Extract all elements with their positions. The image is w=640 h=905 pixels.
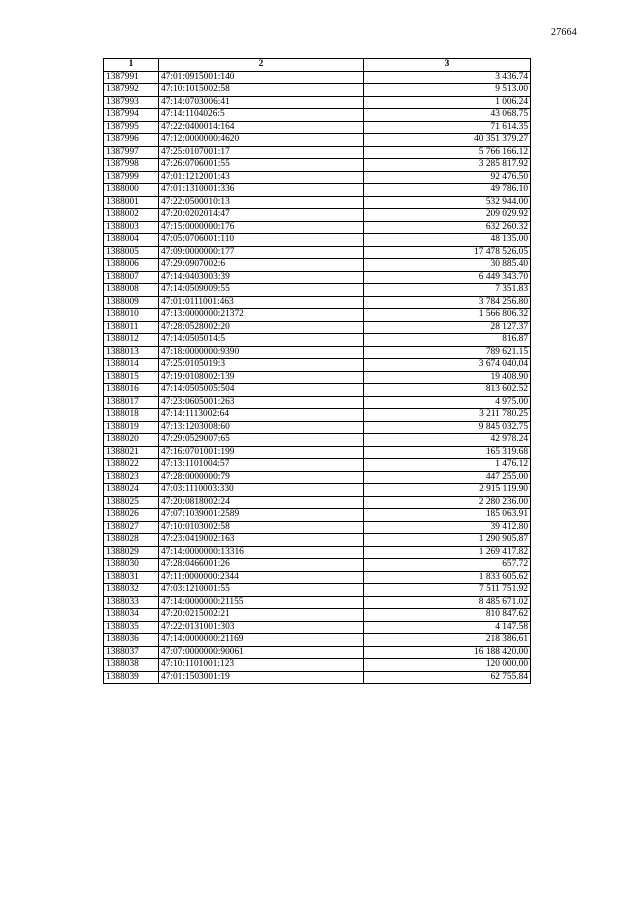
value-cell: 16 188 420.00 (364, 646, 531, 659)
cadastral-number-cell: 47:13:0000000:21372 (159, 309, 364, 322)
cadastral-number-cell: 47:23:0605001:263 (159, 396, 364, 409)
cadastral-number-cell: 47:13:1203008:60 (159, 421, 364, 434)
value-cell: 9 845 032.75 (364, 421, 531, 434)
row-number-cell: 1388004 (104, 234, 159, 247)
value-cell: 40 351 379.27 (364, 134, 531, 147)
table-row (104, 609, 531, 622)
row-number-cell: 1388003 (104, 221, 159, 234)
cadastral-number-cell: 47:01:0915001:140 (159, 71, 364, 84)
table-row (104, 534, 531, 547)
table-row (104, 184, 531, 197)
table-row (104, 121, 531, 134)
cadastral-number-cell: 47:25:0107001:17 (159, 146, 364, 159)
table-row (104, 209, 531, 222)
table-row (104, 409, 531, 422)
cadastral-number-cell: 47:14:0000000:21169 (159, 634, 364, 647)
cadastral-number-cell: 47:18:0000000:9390 (159, 346, 364, 359)
cadastral-number-cell: 47:10:1101001:123 (159, 659, 364, 672)
value-cell: 42 978.24 (364, 434, 531, 447)
table-row (104, 396, 531, 409)
table-row (104, 546, 531, 559)
table-row (104, 146, 531, 159)
row-number-cell: 1387997 (104, 146, 159, 159)
table-row (104, 246, 531, 259)
table-header-row (104, 59, 531, 72)
row-number-cell: 1387996 (104, 134, 159, 147)
table-row (104, 496, 531, 509)
table-row (104, 159, 531, 172)
row-number-cell: 1388014 (104, 359, 159, 372)
value-cell: 4 147.58 (364, 621, 531, 634)
cadastral-number-cell: 47:14:1113002:64 (159, 409, 364, 422)
value-cell: 2 915 119.90 (364, 484, 531, 497)
row-number-cell: 1388015 (104, 371, 159, 384)
value-cell: 1 476.12 (364, 459, 531, 472)
cadastral-number-cell: 47:20:0215002:21 (159, 609, 364, 622)
table-row (104, 384, 531, 397)
value-cell: 447 255.00 (364, 471, 531, 484)
cadastral-number-cell: 47:03:1210001:55 (159, 584, 364, 597)
value-cell: 4 975.00 (364, 396, 531, 409)
table-row (104, 321, 531, 334)
cadastral-number-cell: 47:14:0000000:13316 (159, 546, 364, 559)
cadastral-number-cell: 47:14:0403003:39 (159, 271, 364, 284)
table-row (104, 296, 531, 309)
row-number-cell: 1388033 (104, 596, 159, 609)
value-cell: 209 029.92 (364, 209, 531, 222)
value-cell: 7 351.83 (364, 284, 531, 297)
cadastral-number-cell: 47:20:0202014:47 (159, 209, 364, 222)
table-row (104, 571, 531, 584)
row-number-cell: 1388010 (104, 309, 159, 322)
cadastral-number-cell: 47:09:0000000:177 (159, 246, 364, 259)
cadastral-number-cell: 47:22:0131001:303 (159, 621, 364, 634)
row-number-cell: 1387998 (104, 159, 159, 172)
cadastral-number-cell: 47:10:0103002:58 (159, 521, 364, 534)
table-row (104, 596, 531, 609)
row-number-cell: 1388024 (104, 484, 159, 497)
table-row (104, 221, 531, 234)
row-number-cell: 1387999 (104, 171, 159, 184)
table-row (104, 434, 531, 447)
table-row (104, 334, 531, 347)
row-number-cell: 1388000 (104, 184, 159, 197)
row-number-cell: 1388012 (104, 334, 159, 347)
cadastral-number-cell: 47:16:0701001:199 (159, 446, 364, 459)
table-row (104, 459, 531, 472)
cadastral-number-cell: 47:22:0400014:164 (159, 121, 364, 134)
cadastral-number-cell: 47:03:1110003:330 (159, 484, 364, 497)
value-cell: 165 319.68 (364, 446, 531, 459)
row-number-cell: 1388019 (104, 421, 159, 434)
table-row (104, 446, 531, 459)
value-cell: 1 006.24 (364, 96, 531, 109)
value-cell: 39 412.80 (364, 521, 531, 534)
row-number-cell: 1388009 (104, 296, 159, 309)
row-number-cell: 1388011 (104, 321, 159, 334)
row-number-cell: 1388027 (104, 521, 159, 534)
row-number-cell: 1387994 (104, 109, 159, 122)
row-number-cell: 1388001 (104, 196, 159, 209)
row-number-cell: 1388008 (104, 284, 159, 297)
table-row (104, 196, 531, 209)
cadastral-number-cell: 47:23:0419002:163 (159, 534, 364, 547)
cadastral-number-cell: 47:26:0706001:55 (159, 159, 364, 172)
row-number-cell: 1388025 (104, 496, 159, 509)
cadastral-number-cell: 47:07:1039001:2589 (159, 509, 364, 522)
value-cell: 657.72 (364, 559, 531, 572)
table-row (104, 346, 531, 359)
value-cell: 1 566 806.32 (364, 309, 531, 322)
table-row (104, 171, 531, 184)
value-cell: 1 269 417.82 (364, 546, 531, 559)
row-number-cell: 1388005 (104, 246, 159, 259)
value-cell: 7 511 751.92 (364, 584, 531, 597)
value-cell: 8 485 671.02 (364, 596, 531, 609)
table-row (104, 634, 531, 647)
value-cell: 810 847.62 (364, 609, 531, 622)
value-cell: 2 280 236.00 (364, 496, 531, 509)
column-header-3: 3 (364, 59, 531, 72)
value-cell: 48 135.00 (364, 234, 531, 247)
cadastral-number-cell: 47:15:0000000:176 (159, 221, 364, 234)
cadastral-number-cell: 47:14:0000000:21155 (159, 596, 364, 609)
value-cell: 30 885.40 (364, 259, 531, 272)
row-number-cell: 1388002 (104, 209, 159, 222)
table-row (104, 71, 531, 84)
value-cell: 1 290 905.87 (364, 534, 531, 547)
value-cell: 218 386.61 (364, 634, 531, 647)
cadastral-number-cell: 47:05:0706001:110 (159, 234, 364, 247)
table-row (104, 584, 531, 597)
row-number-cell: 1388035 (104, 621, 159, 634)
row-number-cell: 1388034 (104, 609, 159, 622)
row-number-cell: 1388031 (104, 571, 159, 584)
value-cell: 3 436.74 (364, 71, 531, 84)
value-cell: 62 755.84 (364, 671, 531, 684)
table-row (104, 271, 531, 284)
cadastral-number-cell: 47:14:0505005:504 (159, 384, 364, 397)
value-cell: 28 127.37 (364, 321, 531, 334)
value-cell: 19 408.90 (364, 371, 531, 384)
row-number-cell: 1388018 (104, 409, 159, 422)
value-cell: 49 786.10 (364, 184, 531, 197)
value-cell: 92 476.50 (364, 171, 531, 184)
table-row (104, 134, 531, 147)
row-number-cell: 1388039 (104, 671, 159, 684)
value-cell: 71 614.35 (364, 121, 531, 134)
cadastral-number-cell: 47:28:0466001:26 (159, 559, 364, 572)
value-cell: 789 621.15 (364, 346, 531, 359)
cadastral-number-cell: 47:01:0111001:463 (159, 296, 364, 309)
value-cell: 3 784 256.80 (364, 296, 531, 309)
cadastral-number-cell: 47:10:1015002:58 (159, 84, 364, 97)
cadastral-number-cell: 47:19:0108002:139 (159, 371, 364, 384)
table-row (104, 109, 531, 122)
table-row (104, 509, 531, 522)
cadastral-number-cell: 47:01:1212001:43 (159, 171, 364, 184)
table-row (104, 96, 531, 109)
cadastral-number-cell: 47:29:0529007:65 (159, 434, 364, 447)
value-cell: 5 766 166.12 (364, 146, 531, 159)
value-cell: 1 833 605.62 (364, 571, 531, 584)
row-number-cell: 1387995 (104, 121, 159, 134)
column-header-1: 1 (104, 59, 159, 72)
value-cell: 17 478 526.05 (364, 246, 531, 259)
table-body (104, 71, 531, 684)
cadastral-number-cell: 47:22:0500010:13 (159, 196, 364, 209)
table-row (104, 671, 531, 684)
row-number-cell: 1388013 (104, 346, 159, 359)
row-number-cell: 1388006 (104, 259, 159, 272)
cadastral-number-cell: 47:14:0505014:5 (159, 334, 364, 347)
value-cell: 3 211 780.25 (364, 409, 531, 422)
row-number-cell: 1388030 (104, 559, 159, 572)
row-number-cell: 1388032 (104, 584, 159, 597)
cadastral-number-cell: 47:14:0703006:41 (159, 96, 364, 109)
cadastral-number-cell: 47:01:1503001:19 (159, 671, 364, 684)
row-number-cell: 1388020 (104, 434, 159, 447)
row-number-cell: 1388037 (104, 646, 159, 659)
table-row (104, 559, 531, 572)
cadastral-number-cell: 47:14:1104026:5 (159, 109, 364, 122)
row-number-cell: 1387992 (104, 84, 159, 97)
table-row (104, 471, 531, 484)
row-number-cell: 1388028 (104, 534, 159, 547)
value-cell: 43 068.75 (364, 109, 531, 122)
table-row (104, 484, 531, 497)
table-row (104, 646, 531, 659)
cadastral-number-cell: 47:29:0907002:6 (159, 259, 364, 272)
row-number-cell: 1388038 (104, 659, 159, 672)
row-number-cell: 1388021 (104, 446, 159, 459)
row-number-cell: 1387991 (104, 71, 159, 84)
row-number-cell: 1388017 (104, 396, 159, 409)
value-cell: 3 674 040.04 (364, 359, 531, 372)
cadastral-number-cell: 47:12:0000000:4620 (159, 134, 364, 147)
cadastral-number-cell: 47:07:0000000:90061 (159, 646, 364, 659)
table-row (104, 359, 531, 372)
value-cell: 6 449 343.70 (364, 271, 531, 284)
cadastral-number-cell: 47:28:0528002:20 (159, 321, 364, 334)
cadastral-number-cell: 47:20:0818002:24 (159, 496, 364, 509)
row-number-cell: 1388036 (104, 634, 159, 647)
cadastral-number-cell: 47:11:0000000:2344 (159, 571, 364, 584)
value-cell: 3 285 817.92 (364, 159, 531, 172)
row-number-cell: 1388029 (104, 546, 159, 559)
cadastral-number-cell: 47:13:1101004:57 (159, 459, 364, 472)
row-number-cell: 1388016 (104, 384, 159, 397)
cadastral-number-cell: 47:01:1310001:336 (159, 184, 364, 197)
table-row (104, 659, 531, 672)
table-row (104, 84, 531, 97)
cadastral-number-cell: 47:28:0000000:79 (159, 471, 364, 484)
cadastral-value-table (103, 58, 531, 684)
row-number-cell: 1388023 (104, 471, 159, 484)
table-row (104, 309, 531, 322)
table-row (104, 284, 531, 297)
table-row (104, 259, 531, 272)
value-cell: 813 602.52 (364, 384, 531, 397)
cadastral-number-cell: 47:14:0509009:55 (159, 284, 364, 297)
value-cell: 816.87 (364, 334, 531, 347)
row-number-cell: 1388007 (104, 271, 159, 284)
row-number-cell: 1387993 (104, 96, 159, 109)
value-cell: 632 260.32 (364, 221, 531, 234)
value-cell: 9 513.00 (364, 84, 531, 97)
value-cell: 120 000.00 (364, 659, 531, 672)
table-row (104, 421, 531, 434)
row-number-cell: 1388022 (104, 459, 159, 472)
table-row (104, 234, 531, 247)
value-cell: 532 944.00 (364, 196, 531, 209)
table-row (104, 371, 531, 384)
row-number-cell: 1388026 (104, 509, 159, 522)
cadastral-number-cell: 47:25:0105019:3 (159, 359, 364, 372)
column-header-2: 2 (159, 59, 364, 72)
value-cell: 185 063.91 (364, 509, 531, 522)
table-row (104, 521, 531, 534)
table-row (104, 621, 531, 634)
page-number: 27664 (551, 27, 577, 38)
